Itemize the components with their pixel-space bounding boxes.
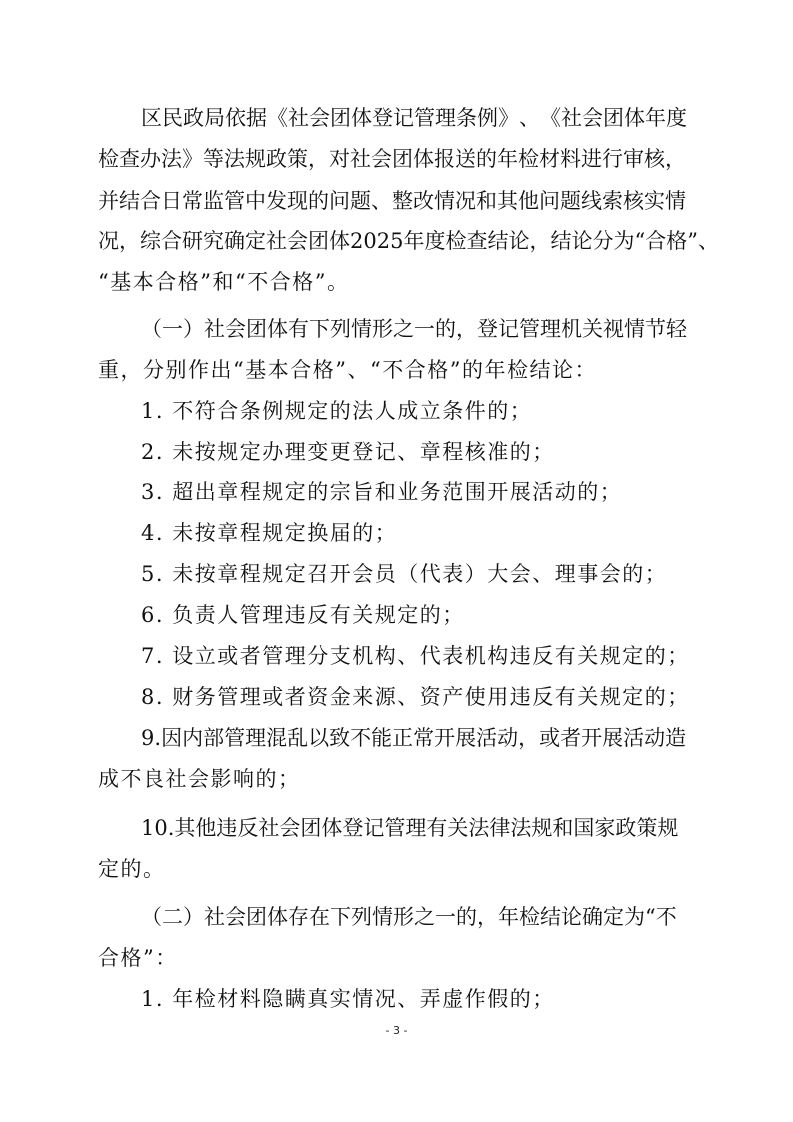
text-line: 况 ， 综 合 研 究 确 定 社 会 团 体 2025 年 度 检 查 结 论 ， 结 论 分 为 “ 合 格 ” 、 [98,229,719,253]
text-line: 并 结 合 日 常 监 管 中 发 现 的 问 题 、 整 改 情 况 和 其 他 问 题 线 索 核 实 情 [98,189,686,213]
text-line: “基本合格”和“不合格”。 [98,270,350,294]
page-number: - 3 - [385,1024,408,1037]
list-item: 1. 不符合条例规定的法人成立条件的； [141,399,533,423]
list-item: 1. 年检材料隐瞒真实情况、弄虚作假的； [141,987,555,1011]
list-item: 6. 负责人管理违反有关规定的； [141,603,465,627]
list-item: 7. 设立或者管理分支机构、代表机构违反有关规定的； [141,644,690,668]
list-item: 4. 未按章程规定换届的； [141,521,398,545]
text-line: （ 二 ） 社 会 团 体 存 在 下 列 情 形 之 一 的 ， 年 检 结 论 确 定 为 “ 不 [141,905,677,929]
list-item-continuation: 成不良社会影响的； [98,767,301,791]
text-line: 合格”： [98,946,178,970]
text-line: （ 一 ） 社 会 团 体 有 下 列 情 形 之 一 的 ， 登 记 管 理 机 关 视 情 节 轻 [141,317,687,341]
list-item: 3. 超出章程规定的宗旨和业务范围开展活动的； [141,480,623,504]
list-item: 9 . 因 内 部 管 理 混 乱 以 致 不 能 正 常 开 展 活 动 ， 或 者 开 展 活 动 造 [141,726,687,750]
text-line: 区 民 政 局 依 据 《 社 会 团 体 登 记 管 理 条 例 》 、 《 社 会 团 体 年 度 [141,106,687,130]
list-item: 5. 未按章程规定召开会员（代表）大会、理事会的； [141,562,668,586]
list-item-continuation: 定的。 [98,857,166,881]
text-line: 检 查 办 法 》 等 法 规 政 策 ， 对 社 会 团 体 报 送 的 年 检 材 料 进 行 审 核 ， [98,147,686,171]
list-item: 10 . 其 他 违 反 社 会 团 体 登 记 管 理 有 关 法 律 法 规 和 国 家 政 策 规 [141,816,679,840]
list-item: 2. 未按规定办理变更登记、章程核准的； [141,440,555,464]
text-line: 重，分别作出“基本合格”、“不合格”的年检结论： [98,358,597,382]
list-item: 8. 财务管理或者资金来源、资产使用违反有关规定的； [141,685,690,709]
